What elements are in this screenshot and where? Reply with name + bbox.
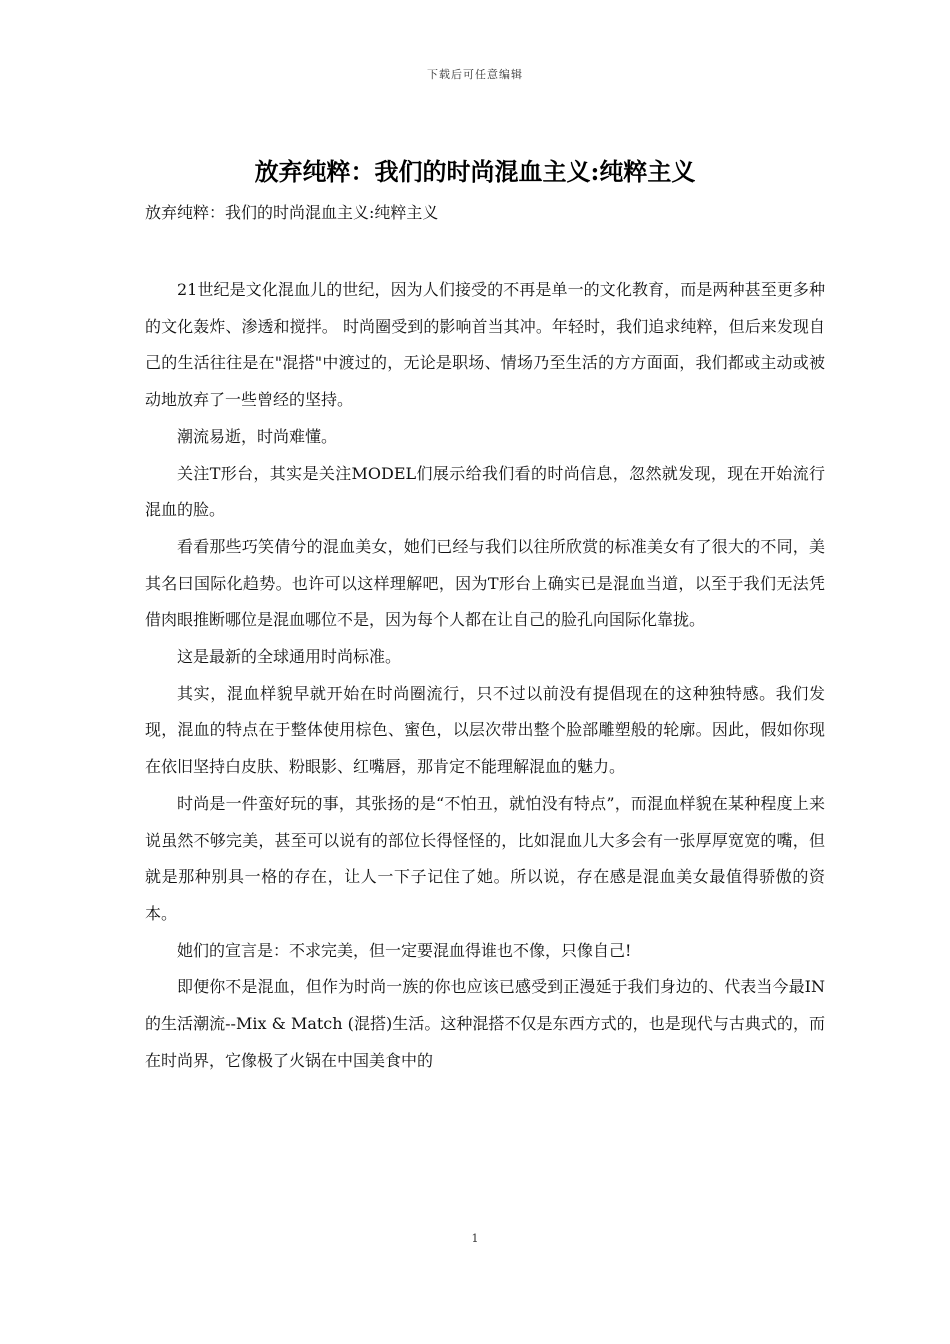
paragraph: 看看那些巧笑倩兮的混血美女，她们已经与我们以往所欣赏的标准美女有了很大的不同，美其名曰国际化趋势。也许可以这样理解吧，因为T形台上确实已是混血当道，以至于我们无法凭借肉眼推断哪位是混血哪位不是，因为每个人都在让自己的脸孔向国际化靠拢。 bbox=[145, 536, 825, 630]
header-note: 下载后可任意编辑 bbox=[427, 68, 523, 81]
paragraph: 21世纪是文化混血儿的世纪，因为人们接受的不再是单一的文化教育，而是两种甚至更多种的文化轰炸、渗透和搅拌。 时尚圈受到的影响首当其冲。年轻时，我们追求纯粹，但后来发现自己的生活往往是在"混搭"中渡过的，无论是职场、情场乃至生活的方方面面，我们都或主动或被动地放弃了一些曾经的坚持。 bbox=[145, 280, 825, 410]
paragraph: 这是最新的全球通用时尚标准。 bbox=[177, 647, 402, 667]
document-title: 放弃纯粹：我们的时尚混血主义:纯粹主义 bbox=[254, 157, 696, 186]
paragraph: 时尚是一件蛮好玩的事，其张扬的是“不怕丑，就怕没有特点”，而混血样貌在某种程度上来说虽然不够完美，甚至可以说有的部位长得怪怪的，比如混血儿大多会有一张厚厚宽宽的嘴，但就是那种别具一格的存在，让人一下子记住了她。所以说，存在感是混血美女最值得骄傲的资本。 bbox=[145, 793, 825, 923]
document-subtitle: 放弃纯粹：我们的时尚混血主义:纯粹主义 bbox=[145, 203, 439, 222]
page-number: 1 bbox=[471, 1232, 479, 1245]
paragraph: 其实，混血样貌早就开始在时尚圈流行，只不过以前没有提倡现在的这种独特感。我们发现，混血的特点在于整体使用棕色、蜜色，以层次带出整个脸部雕塑般的轮廓。因此，假如你现在依旧坚持白皮肤、粉眼影、红嘴唇，那肯定不能理解混血的魅力。 bbox=[145, 683, 825, 777]
paragraph: 潮流易逝，时尚难懂。 bbox=[177, 426, 338, 446]
paragraph: 关注T形台，其实是关注MODEL们展示给我们看的时尚信息，忽然就发现，现在开始流行混血的脸。 bbox=[145, 463, 825, 520]
document-body bbox=[145, 272, 825, 1079]
paragraph: 她们的宣言是：不求完美，但一定要混血得谁也不像，只像自己! bbox=[177, 940, 632, 960]
paragraph: 即便你不是混血，但作为时尚一族的你也应该已感受到正漫延于我们身边的、代表当今最IN的生活潮流--Mix & Match (混搭)生活。这种混搭不仅是东西方式的，也是现代与古典式的，而在时尚界，它像极了火锅在中国美食中的 bbox=[145, 977, 825, 1070]
